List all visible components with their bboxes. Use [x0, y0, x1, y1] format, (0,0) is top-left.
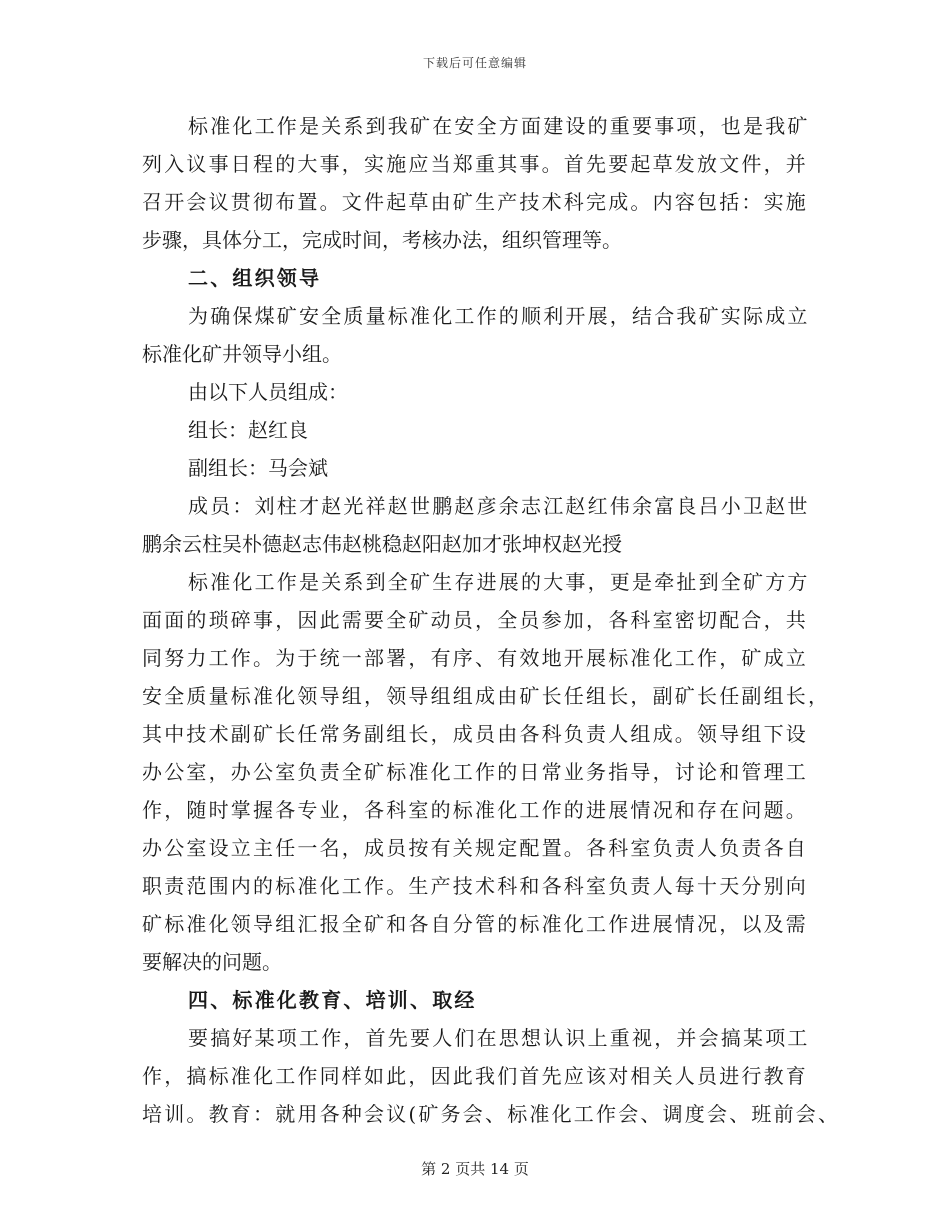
paragraph-line: 鹏余云柱吴朴德赵志伟赵桃稳赵阳赵加才张坤权赵光授: [142, 532, 622, 556]
paragraph-line: 办公室，办公室负责全矿标准化工作的日常业务指导，讨论和管理工: [142, 760, 808, 784]
paragraph-line: 步骤，具体分工，完成时间，考核办法，组织管理等。: [142, 228, 622, 252]
paragraph-line: 其中技术副矿长任常务副组长，成员由各科负责人组成。领导组下设: [142, 722, 808, 746]
paragraph-line: 作，搞标准化工作同样如此，因此我们首先应该对相关人员进行教育: [142, 1064, 808, 1088]
document-body: [142, 107, 841, 1133]
section-heading: 四、标准化教育、培训、取经: [188, 988, 477, 1012]
paragraph-line: 矿标准化领导组汇报全矿和各自分管的标准化工作进展情况，以及需: [142, 912, 808, 936]
paragraph-line: 标准化工作是关系到全矿生存进展的大事，更是牵扯到全矿方方: [188, 570, 810, 594]
paragraph-line: 为确保煤矿安全质量标准化工作的顺利开展，结合我矿实际成立: [188, 304, 810, 328]
paragraph-line: 办公室设立主任一名，成员按有关规定配置。各科室负责人负责各自: [142, 836, 808, 860]
paragraph-line: 作，随时掌握各专业，各科室的标准化工作的进展情况和存在问题。: [142, 798, 808, 822]
paragraph-line: 职责范围内的标准化工作。生产技术科和各科室负责人每十天分别向: [142, 874, 808, 898]
paragraph-line: 面面的琐碎事，因此需要全矿动员，全员参加，各科室密切配合，共: [142, 608, 808, 632]
section-heading: 二、组织领导: [188, 266, 322, 290]
paragraph-line: 列入议事日程的大事，实施应当郑重其事。首先要起草发放文件，并: [142, 152, 808, 176]
paragraph-line: 标准化矿井领导小组。: [142, 342, 342, 366]
paragraph-line: 要搞好某项工作，首先要人们在思想认识上重视，并会搞某项工: [188, 1026, 810, 1050]
page-footer: 第 2 页共 14 页: [421, 1160, 529, 1178]
paragraph-line: 组长：赵红良: [188, 418, 308, 442]
paragraph-line: 同努力工作。为于统一部署，有序、有效地开展标准化工作，矿成立: [142, 646, 808, 670]
paragraph-line: 培训。教育：就用各种会议(矿务会、标准化工作会、调度会、班前会、: [142, 1102, 841, 1126]
paragraph-line: 召开会议贯彻布置。文件起草由矿生产技术科完成。内容包括：实施: [142, 190, 808, 214]
paragraph-line: 副组长：马会斌: [188, 456, 328, 480]
paragraph-line: 成员：刘柱才赵光祥赵世鹏赵彦余志江赵红伟余富良吕小卫赵世: [188, 494, 810, 518]
paragraph-line: 标准化工作是关系到我矿在安全方面建设的重要事项，也是我矿: [188, 114, 810, 138]
page-header: 下载后可任意编辑: [422, 56, 527, 70]
paragraph-line: 要解决的问题。: [142, 950, 282, 974]
paragraph-line: 安全质量标准化领导组，领导组组成由矿长任组长，副矿长任副组长，: [142, 684, 831, 708]
paragraph-line: 由以下人员组成：: [188, 380, 348, 404]
